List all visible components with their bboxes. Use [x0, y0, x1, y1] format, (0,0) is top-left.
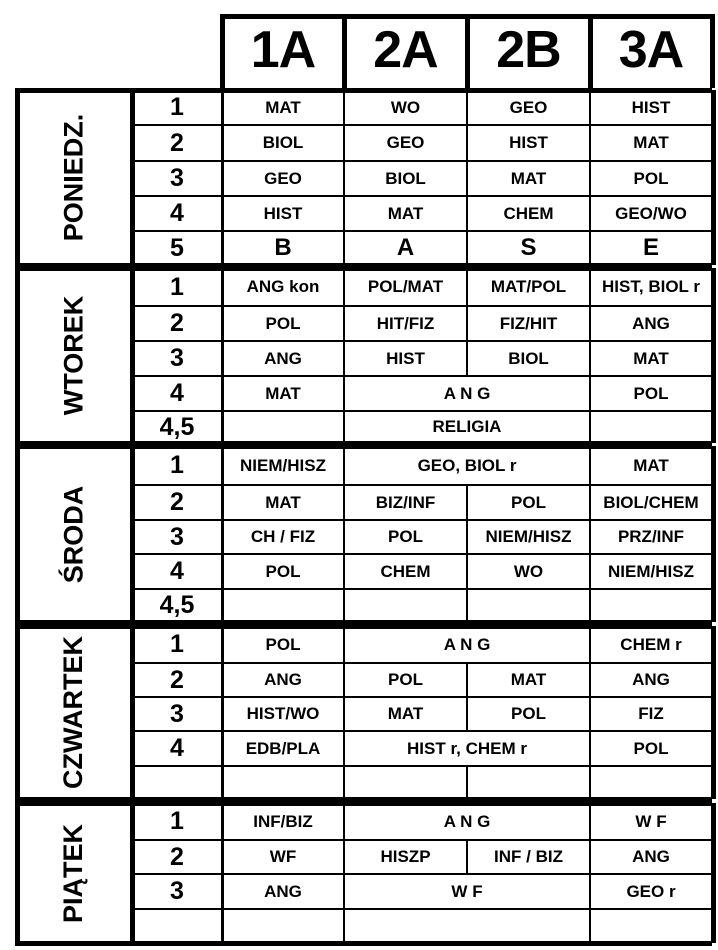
subject-cell: NIEM/HISZ — [608, 561, 694, 581]
grid-line-v — [589, 731, 591, 766]
lesson-number: 1 — [170, 451, 184, 479]
subject-cell: ANG kon — [246, 277, 320, 296]
subject-cell: S — [520, 234, 537, 261]
grid-line-v — [589, 874, 591, 909]
grid-line-v — [343, 589, 345, 622]
grid-line-v — [342, 14, 347, 88]
grid-line-v — [589, 231, 591, 265]
grid-line-v — [589, 697, 591, 731]
grid-line-h — [132, 696, 712, 698]
subject-cell — [590, 589, 712, 622]
grid-line-h — [132, 662, 712, 664]
grid-line-v — [589, 125, 591, 161]
grid-line-v — [589, 520, 591, 554]
grid-line-v — [466, 589, 468, 622]
grid-line-v — [343, 411, 345, 443]
grid-line-v — [466, 268, 468, 306]
subject-cell — [344, 589, 467, 622]
grid-line-v — [343, 803, 345, 840]
lesson-number: 2 — [170, 128, 184, 157]
subject-cell: BIZ/INF — [375, 492, 436, 512]
grid-line-v — [466, 697, 468, 731]
subject-cell: POL — [265, 634, 301, 654]
lesson-number — [132, 909, 222, 943]
subject-cell: WO — [513, 561, 544, 581]
subject-cell: HIST — [631, 97, 671, 117]
subject-cell: BIOL — [508, 348, 549, 368]
grid-line-v — [343, 840, 345, 874]
day-name: WTOREK — [58, 295, 88, 416]
grid-line-v — [343, 125, 345, 161]
grid-line-h — [132, 195, 712, 197]
subject-cell: CH / FIZ — [250, 527, 316, 546]
grid-line-v — [343, 161, 345, 196]
grid-line-h — [132, 340, 712, 342]
subject-cell: WO — [390, 97, 421, 117]
subject-cell: MAT — [265, 97, 301, 117]
grid-line-v — [130, 268, 135, 443]
grid-line-h — [132, 230, 712, 232]
grid-line-v — [130, 803, 135, 943]
subject-cell: CHEM — [380, 561, 431, 581]
day-label-cell — [15, 803, 132, 943]
grid-line-v — [343, 554, 345, 589]
grid-line-v — [589, 446, 591, 485]
subject-cell: GEO — [264, 168, 302, 188]
lesson-number: 3 — [170, 522, 184, 551]
subject-cell: B — [274, 234, 292, 261]
subject-cell: GEO — [509, 97, 548, 117]
subject-cell: ANG — [264, 881, 302, 901]
grid-line-v — [15, 803, 20, 943]
subject-cell: GEO, BIOL r — [417, 455, 517, 475]
class-header-3a: 3A — [618, 21, 684, 79]
subject-cell: MAT — [633, 133, 669, 152]
grid-line-v — [466, 306, 468, 341]
subject-cell: POL — [633, 168, 669, 188]
grid-line-v — [15, 626, 20, 799]
grid-line-v — [589, 766, 591, 799]
subject-cell: ANG — [632, 847, 670, 866]
grid-line-v — [588, 14, 593, 88]
subject-cell: A N G — [443, 811, 491, 831]
subject-cell: CHEM r — [620, 634, 682, 654]
subject-cell: A N G — [443, 634, 491, 654]
subject-cell: EDB/PLA — [245, 738, 321, 758]
grid-line-v — [466, 554, 468, 589]
grid-line-v — [466, 485, 468, 520]
grid-line-v — [589, 411, 591, 443]
grid-line-v — [343, 663, 345, 697]
subject-cell: MAT — [633, 348, 669, 368]
grid-line-v — [343, 766, 345, 799]
subject-cell: POL — [265, 561, 301, 581]
subject-cell — [222, 589, 344, 622]
class-header-2b: 2B — [496, 21, 561, 79]
day-name: ŚRODA — [57, 485, 88, 583]
subject-cell: HISZP — [380, 847, 431, 866]
grid-line-h — [132, 124, 712, 126]
subject-cell: W F — [451, 881, 483, 901]
grid-line-v — [711, 626, 716, 799]
grid-line-v — [589, 589, 591, 622]
grid-line-v — [343, 446, 345, 485]
subject-cell: POL — [265, 313, 301, 333]
subject-cell: POL — [388, 527, 423, 546]
subject-cell — [590, 909, 712, 943]
grid-line-v — [343, 697, 345, 731]
grid-line-v — [589, 803, 591, 840]
grid-line-v — [343, 231, 345, 265]
subject-cell: CHEM — [503, 203, 554, 223]
subject-cell: MAT — [265, 492, 301, 512]
subject-cell: FIZ — [638, 704, 664, 723]
lesson-number: 4,5 — [159, 591, 195, 619]
grid-line-v — [15, 446, 20, 622]
subject-cell — [222, 766, 344, 799]
grid-line-v — [130, 446, 135, 622]
day-name: PONIEDZ. — [58, 113, 89, 242]
grid-line-h — [132, 410, 712, 412]
subject-cell: HIT/FIZ — [376, 313, 435, 333]
grid-line-h — [132, 484, 712, 486]
subject-cell: ANG — [264, 670, 302, 689]
lesson-number: 5 — [170, 233, 184, 262]
grid-line-h — [132, 375, 712, 377]
subject-cell: POL — [511, 492, 546, 512]
subject-cell: POL/MAT — [367, 277, 444, 296]
subject-cell — [590, 411, 712, 443]
subject-cell: HIST r, CHEM r — [407, 738, 527, 758]
subject-cell: POL — [633, 738, 669, 758]
grid-line-v — [589, 196, 591, 231]
subject-cell: W F — [635, 811, 667, 831]
lesson-number: 3 — [170, 344, 184, 372]
subject-cell: ANG — [632, 313, 670, 333]
grid-line-h — [132, 519, 712, 521]
grid-line-v — [466, 161, 468, 196]
grid-line-h — [132, 873, 712, 875]
lesson-number: 4,5 — [159, 412, 195, 441]
grid-line-v — [466, 196, 468, 231]
subject-cell: GEO r — [626, 881, 676, 901]
grid-line-h — [132, 730, 712, 732]
grid-line-v — [15, 90, 20, 265]
grid-line-v — [466, 766, 468, 799]
grid-line-v — [343, 626, 345, 663]
grid-line-v — [711, 90, 716, 265]
subject-cell: HIST/WO — [246, 704, 320, 723]
grid-line-v — [343, 90, 345, 125]
subject-cell — [222, 909, 344, 943]
grid-line-v — [589, 268, 591, 306]
subject-cell: HIST — [263, 203, 303, 223]
grid-line-v — [711, 268, 716, 443]
subject-cell: POL — [633, 383, 669, 403]
subject-cell: MAT — [387, 704, 424, 723]
subject-cell: HIST, BIOL r — [602, 277, 700, 296]
grid-line-h — [132, 305, 712, 307]
grid-line-h — [15, 941, 712, 946]
grid-line-v — [466, 520, 468, 554]
lesson-number: 4 — [170, 199, 184, 227]
subject-cell: GEO/WO — [615, 203, 687, 223]
grid-line-v — [466, 840, 468, 874]
grid-line-v — [589, 909, 591, 943]
grid-line-v — [130, 626, 135, 799]
grid-line-v — [343, 520, 345, 554]
grid-line-h — [15, 266, 712, 271]
grid-line-v — [466, 341, 468, 376]
subject-cell — [344, 766, 467, 799]
subject-cell: HIST — [386, 348, 425, 368]
day-label-cell — [15, 90, 132, 265]
grid-line-v — [343, 485, 345, 520]
subject-cell: BIOL/CHEM — [603, 492, 699, 512]
grid-line-v — [589, 840, 591, 874]
subject-cell — [344, 909, 590, 943]
subject-cell: MAT — [265, 383, 301, 403]
grid-line-h — [15, 88, 712, 93]
grid-line-h — [132, 765, 712, 767]
grid-line-h — [132, 839, 712, 841]
subject-cell: E — [642, 234, 659, 261]
subject-cell: BIOL — [385, 168, 426, 188]
subject-cell: BIOL — [262, 133, 304, 152]
grid-line-v — [221, 90, 224, 265]
day-name: CZWARTEK — [58, 636, 89, 789]
grid-line-v — [466, 231, 468, 265]
grid-line-v — [343, 196, 345, 231]
day-label-cell — [15, 446, 132, 622]
lesson-number: 3 — [170, 164, 184, 192]
grid-line-v — [589, 341, 591, 376]
lesson-number: 4 — [170, 379, 184, 407]
lesson-number: 2 — [170, 488, 184, 516]
subject-cell: ANG — [632, 670, 670, 689]
day-name: PIĄTEK — [57, 823, 88, 923]
lesson-number: 4 — [170, 557, 184, 585]
subject-cell: FIZ/HIT — [499, 313, 558, 333]
grid-line-v — [466, 90, 468, 125]
lesson-number: 3 — [170, 877, 184, 905]
subject-cell: A N G — [443, 383, 491, 403]
grid-line-v — [130, 90, 135, 265]
grid-line-h — [132, 588, 712, 590]
grid-line-h — [132, 553, 712, 555]
class-header-1a: 1A — [250, 21, 316, 79]
grid-line-v — [343, 909, 345, 943]
grid-line-h — [15, 801, 712, 806]
grid-line-v — [343, 874, 345, 909]
lesson-number: 2 — [170, 665, 184, 694]
grid-line-v — [221, 268, 224, 443]
grid-line-v — [710, 14, 715, 88]
lesson-number — [132, 766, 222, 799]
day-label-cell — [15, 268, 132, 443]
subject-cell: NIEM/HISZ — [240, 455, 326, 475]
lesson-number: 3 — [170, 699, 184, 728]
grid-line-v — [221, 626, 224, 799]
grid-line-h — [15, 624, 712, 629]
lesson-number: 1 — [170, 272, 184, 301]
grid-line-v — [465, 14, 470, 88]
lesson-number: 2 — [170, 842, 184, 871]
grid-line-v — [711, 803, 716, 943]
lesson-number: 1 — [170, 93, 184, 121]
subject-cell — [590, 766, 712, 799]
grid-line-v — [343, 376, 345, 411]
subject-cell: MAT — [387, 203, 424, 223]
grid-line-v — [589, 90, 591, 125]
grid-line-v — [589, 161, 591, 196]
subject-cell: INF/BIZ — [253, 811, 313, 831]
grid-line-v — [220, 14, 225, 88]
grid-line-v — [466, 125, 468, 161]
subject-cell: MAT — [510, 670, 547, 689]
subject-cell: WF — [269, 847, 297, 866]
subject-cell — [467, 766, 590, 799]
grid-line-v — [589, 485, 591, 520]
subject-cell — [467, 589, 590, 622]
subject-cell: GEO — [386, 133, 425, 152]
subject-cell: POL — [511, 704, 546, 723]
grid-line-v — [589, 626, 591, 663]
grid-line-v — [589, 306, 591, 341]
subject-cell: INF / BIZ — [494, 847, 563, 866]
subject-cell: POL — [388, 670, 423, 689]
lesson-number: 1 — [170, 807, 184, 835]
day-label-cell — [15, 626, 132, 799]
subject-cell: ANG — [264, 348, 302, 368]
subject-cell — [222, 411, 344, 443]
grid-line-v — [466, 663, 468, 697]
grid-line-h — [132, 908, 712, 910]
subject-cell: MAT — [510, 168, 547, 188]
subject-cell: A — [396, 234, 415, 261]
lesson-number: 1 — [170, 630, 184, 658]
class-header-2a: 2A — [373, 21, 438, 79]
grid-line-v — [343, 268, 345, 306]
grid-line-h — [15, 444, 712, 449]
subject-cell: PRZ/INF — [617, 527, 685, 546]
grid-line-v — [589, 663, 591, 697]
grid-line-v — [221, 803, 224, 943]
grid-line-v — [343, 306, 345, 341]
grid-line-v — [589, 376, 591, 411]
subject-cell: RELIGIA — [432, 417, 502, 436]
lesson-number: 4 — [170, 734, 184, 762]
subject-cell: MAT/POL — [490, 277, 567, 296]
subject-cell: MAT — [633, 455, 669, 475]
grid-line-v — [711, 446, 716, 622]
subject-cell: HIST — [509, 133, 548, 152]
subject-cell: NIEM/HISZ — [485, 527, 572, 546]
grid-line-v — [589, 554, 591, 589]
grid-line-v — [343, 341, 345, 376]
grid-line-h — [132, 160, 712, 162]
grid-line-v — [221, 446, 224, 622]
grid-line-v — [15, 268, 20, 443]
grid-line-v — [343, 731, 345, 766]
lesson-number: 2 — [170, 309, 184, 337]
